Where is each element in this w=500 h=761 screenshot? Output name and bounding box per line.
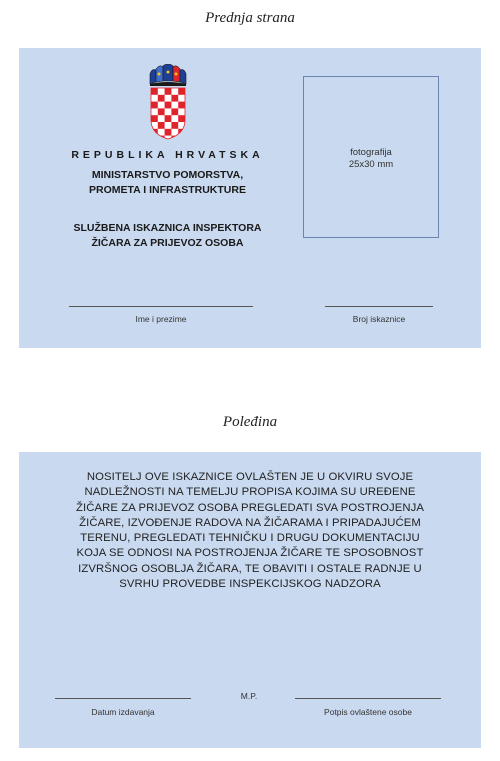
- coat-of-arms-check: [151, 129, 158, 136]
- card-title-line-1: SLUŽBENA ISKAZNICA INSPEKTORA: [73, 222, 262, 234]
- authorization-line: NADLEŽNOSTI NA TEMELJU PROPISA KOJIMA SU UREĐENE: [84, 486, 416, 499]
- card-title: [19, 221, 316, 251]
- coat-of-arms-check: [165, 115, 172, 122]
- coat-of-arms-check: [171, 108, 178, 115]
- coat-of-arms-check: [158, 108, 165, 115]
- authorization-line: ŽIČARE ZA PRIJEVOZ OSOBA PREGLEDATI SVA POSTROJENJA: [75, 501, 425, 514]
- coat-of-arms-check: [165, 88, 172, 95]
- croatian-coat-of-arms-icon: [148, 64, 188, 140]
- name-label: Ime i prezime: [135, 314, 187, 324]
- card-number-line: [325, 306, 433, 307]
- coat-of-arms-check: [151, 115, 158, 122]
- authorization-line: SVRHU PROVEDBE INSPEKCIJSKOG NADZORA: [119, 578, 381, 591]
- card-number-label: Broj iskaznice: [352, 314, 406, 324]
- coat-of-arms-check: [165, 129, 172, 136]
- coat-of-arms-check: [151, 102, 158, 109]
- authorization-text: [53, 470, 447, 592]
- coat-of-arms-check: [158, 122, 165, 129]
- authorized-signature-label: Potpis ovlaštene osobe: [324, 707, 412, 717]
- name-signature-line: [69, 306, 253, 307]
- authorization-line: NOSITELJ OVE ISKAZNICE OVLAŠTEN JE U OKVIRU SVOJE: [86, 471, 414, 483]
- coat-of-arms-check: [151, 88, 158, 95]
- coat-of-arms-check: [171, 95, 178, 102]
- photo-label: fotografija: [350, 147, 392, 158]
- issue-date-label: Datum izdavanja: [91, 707, 155, 717]
- id-card-back: [19, 452, 481, 748]
- coat-of-arms-check: [178, 129, 185, 136]
- coat-of-arms-check: [171, 122, 178, 129]
- coat-of-arms-check: [178, 102, 185, 109]
- card-title-line-2: ŽIČARA ZA PRIJEVOZ OSOBA: [91, 237, 244, 249]
- photo-placeholder: [303, 76, 439, 238]
- issue-date-line: [55, 698, 191, 699]
- authorized-signature-line: [295, 698, 441, 699]
- photo-size: 25x30 mm: [348, 159, 394, 170]
- coat-of-arms-check: [178, 88, 185, 95]
- authorization-line: KOJA SE ODNOSI NA POSTROJENJA ŽIČARE TE SPOSOBNOST: [76, 547, 424, 560]
- ministry-line-2: PROMETA I INFRASTRUKTURE: [89, 184, 246, 196]
- ministry-name: [19, 168, 316, 198]
- coat-of-arms-check: [178, 115, 185, 122]
- authorization-line: TERENU, PREGLEDATI TEHNIČKU I DRUGU DOKUMENTACIJU: [80, 532, 420, 545]
- authorization-line: IZVRŠNOG OSOBLJA ŽIČARA, TE OBAVITI I OSTALE RADNJE U: [78, 562, 422, 575]
- republic-name: REPUBLIKA HRVATSKA: [71, 149, 264, 161]
- back-side-heading: Poleđina: [222, 414, 278, 430]
- stamp-placeholder-label: M.P.: [240, 691, 258, 701]
- coat-of-arms-check: [165, 102, 172, 109]
- authorization-line: ŽIČARE, IZVOĐENJE RADOVA NA ŽIČARAMA I PRIPADAJUĆEM: [79, 516, 421, 529]
- ministry-line-1: MINISTARSTVO POMORSTVA,: [91, 169, 244, 181]
- front-side-heading: Prednja strana: [205, 10, 295, 26]
- id-card-front: [19, 48, 481, 348]
- coat-of-arms-check: [158, 95, 165, 102]
